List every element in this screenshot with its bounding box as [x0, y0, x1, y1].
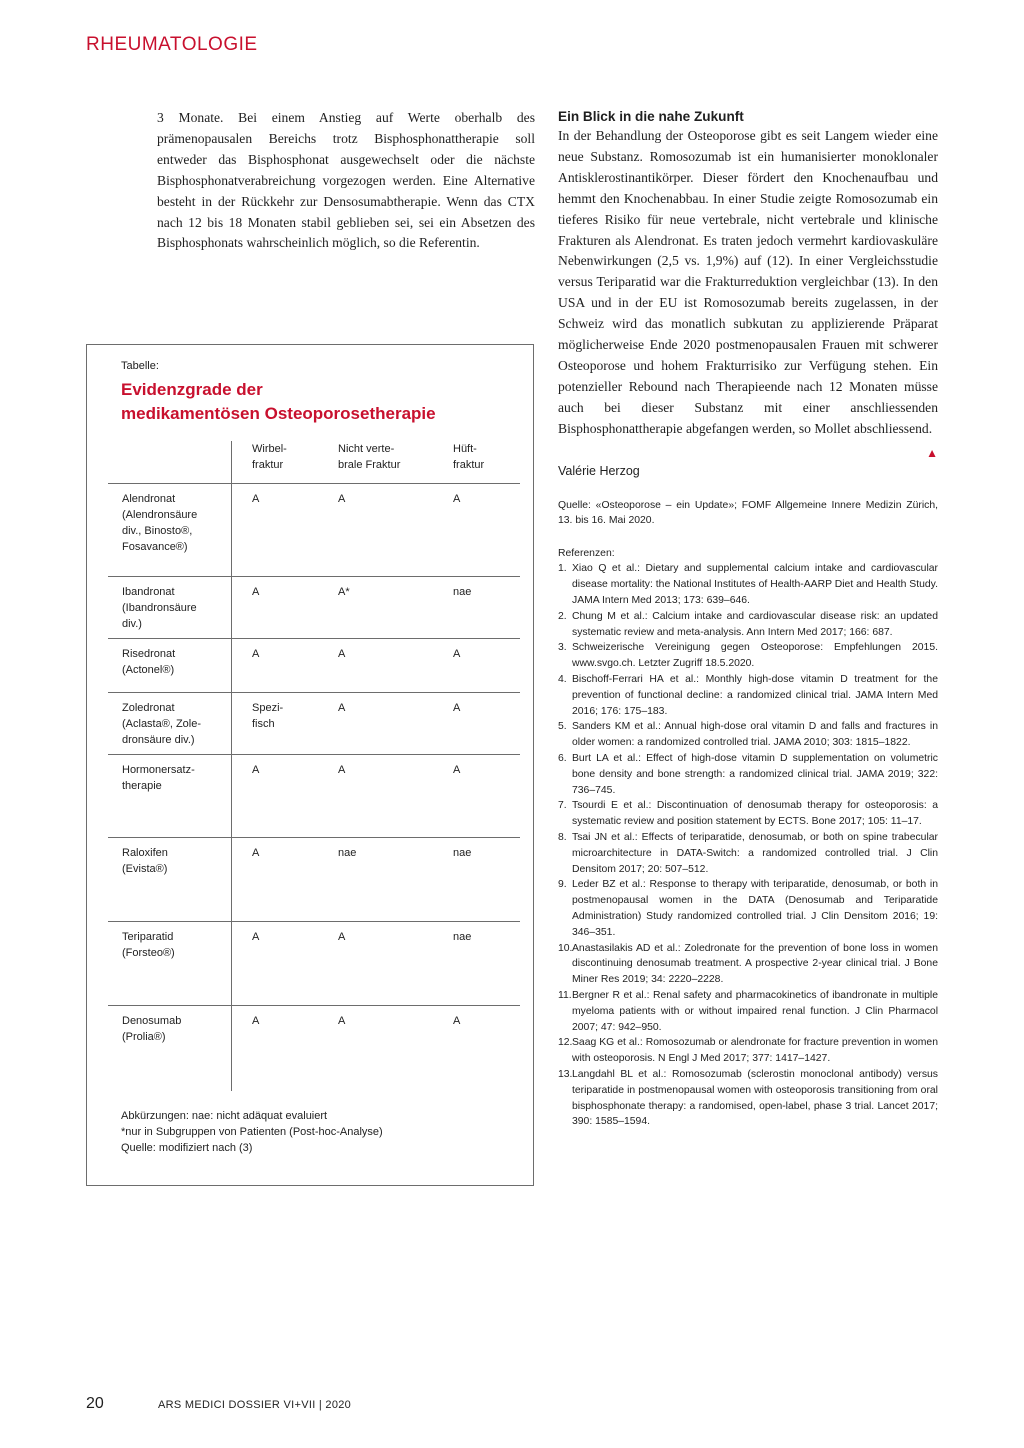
cell-drug-line: Teriparatid	[122, 931, 174, 943]
footnote-source: Quelle: modifiziert nach (3)	[121, 1142, 253, 1154]
cell-drug	[122, 700, 201, 748]
cell-nonvertebral: A	[338, 764, 346, 776]
cell-vertebral-line: fisch	[252, 718, 275, 730]
cell-drug	[122, 491, 197, 555]
reference-item	[558, 1067, 938, 1130]
reference-text: Schweizerische Vereinigung gegen Osteoporose: Empfehlungen 2015. www.svgo.ch. Letzter Zugriff 18.5.2020.	[572, 642, 938, 670]
header-nonvertebral	[338, 441, 400, 473]
cell-vertebral-line: Spezi-	[252, 702, 284, 714]
right-column	[558, 108, 938, 1130]
cell-vertebral	[252, 700, 283, 732]
cell-vertebral	[252, 929, 259, 945]
cell-drug-line: dronsäure div.)	[122, 734, 195, 746]
cell-vertebral	[252, 646, 259, 662]
reference-text: Bergner R et al.: Renal safety and pharmacokinetics of ibandronate in multiple myeloma patients with or without impaired renal function. J Clin Pharmacol 2007; 47: 942–950.	[572, 989, 938, 1033]
table-row	[108, 1005, 520, 1091]
cell-drug-line: Fosavance®)	[122, 541, 188, 553]
reference-item	[558, 672, 938, 719]
cell-drug-line: Alendronat	[122, 493, 176, 505]
cell-hip: nae	[453, 931, 472, 943]
reference-number: 12.	[558, 1037, 573, 1049]
reference-number: 8.	[558, 831, 567, 843]
cell-hip: A	[453, 648, 461, 660]
end-mark-icon: ▲	[926, 445, 938, 460]
header-hip	[453, 441, 484, 473]
subhead: Ein Blick in die nahe Zukunft	[558, 109, 744, 124]
reference-text: Burt LA et al.: Effect of high-dose vitamin D supplementation on volumetric bone density and bone strength: a randomized clinical trial. JAMA 2019; 322: 736–745.	[572, 752, 938, 796]
cell-drug-line: (Aclasta®, Zole-	[122, 718, 202, 730]
reference-text: Tsai JN et al.: Effects of teriparatide, denosumab, or both on spine trabecular microarchitecture in DATA-Switch: a randomized controlled trial. J Clin Densitom 2017; 20: 507–512.	[572, 831, 938, 875]
reference-text: Bischoff-Ferrari HA et al.: Monthly high-dose vitamin D treatment for the prevention of functional decline: a randomized clinical trial. JAMA Intern Med 2016; 176: 175–183.	[572, 673, 938, 717]
table-row	[108, 638, 520, 692]
cell-drug-line: Denosumab	[122, 1015, 182, 1027]
cell-drug-line: (Evista®)	[122, 863, 168, 875]
journal-name: ARS MEDICI DOSSIER VI+VII | 2020	[158, 1399, 352, 1411]
table-divider	[231, 577, 232, 638]
header-text: Wirbel-	[252, 443, 287, 455]
source: Quelle: «Osteoporose – ein Update»; FOMF Allgemeine Innere Medizin Zürich, 13. bis 16. Mai 2020.	[558, 499, 938, 526]
reference-number: 4.	[558, 673, 567, 685]
cell-drug-line: div.)	[122, 618, 142, 630]
reference-number: 7.	[558, 800, 567, 812]
cell-nonvertebral: A	[338, 702, 346, 714]
cell-drug	[122, 929, 175, 961]
reference-item	[558, 561, 938, 608]
reference-text: Saag KG et al.: Romosozumab or alendronate for fracture prevention in women with osteoporosis. N Engl J Med 2017; 377: 1417–1427.	[572, 1037, 938, 1065]
reference-item	[558, 640, 938, 672]
author: Valérie Herzog	[558, 463, 640, 478]
table-title-line1: Evidenzgrade der	[121, 380, 263, 399]
table-row	[108, 921, 520, 1005]
cell-drug	[122, 646, 175, 678]
cell-drug-line: (Alendronsäure	[122, 509, 198, 521]
section-title: RHEUMATOLOGIE	[86, 34, 258, 55]
cell-vertebral-line: A	[252, 493, 260, 505]
header-vertebral	[252, 441, 287, 473]
reference-number: 10.	[558, 942, 573, 954]
cell-hip: nae	[453, 586, 472, 598]
cell-drug-line: (Prolia®)	[122, 1031, 166, 1043]
reference-item	[558, 877, 938, 940]
table-divider	[231, 755, 232, 837]
cell-drug-line: (Actonel®)	[122, 664, 175, 676]
cell-hip: A	[453, 1015, 461, 1027]
cell-hip: A	[453, 764, 461, 776]
reference-number: 6.	[558, 752, 567, 764]
reference-item	[558, 988, 938, 1035]
reference-item	[558, 798, 938, 830]
cell-hip: A	[453, 493, 461, 505]
cell-nonvertebral: A	[338, 648, 346, 660]
cell-vertebral	[252, 762, 259, 778]
cell-vertebral-line: A	[252, 1015, 260, 1027]
right-paragraph-text: In der Behandlung der Osteoporose gibt es seit Langem wieder eine neue Substanz. Romosozumab ist ein humanisierter monoklonaler Antisklerostinantikörper. Dieser fördert den Knochenaufbau und hemmt den Knochenabbau. In einer Studie zeigte Romosozumab ein tieferes Risiko für neue vertebrale, nicht vertebrale und klinische Frakturen als Alendronat. Es traten jedoch vermehrt kardiovaskuläre Nebenwirkungen (2,5 vs. 1,9%) auf (12). In einer Vergleichsstudie versus Teriparatid war die Frakturreduktion vergleichbar (13). In den USA und in der EU ist Romosozumab bereits zugelassen, in der Schweiz wird das monatlich subkutan zu applizierende Präparat möglicherweise Ende 2020 postmenopausalen Frauen mit schwerer Osteoporose und hohem Frakturrisiko zur Verfügung stehen. Ein potenzieller Rebound nach Therapieende nach 12 Monaten müsse auch bei dieser Substanz mit einer anschliessenden Bisphosphonattherapie abgefangen werden, so Mollet abschliessend.	[558, 128, 938, 436]
table-footnotes	[121, 1108, 383, 1156]
cell-drug-line: therapie	[122, 780, 162, 792]
reference-text: Xiao Q et al.: Dietary and supplemental calcium intake and cardiovascular disease mortality: the National Institutes of Health-AARP Diet and Health Study. JAMA Intern Med 2013; 173: 639–646.	[572, 563, 938, 606]
reference-number: 1.	[558, 563, 567, 575]
reference-item	[558, 1035, 938, 1067]
cell-nonvertebral: A*	[338, 586, 350, 598]
cell-drug-line: Hormonersatz-	[122, 764, 195, 776]
cell-vertebral	[252, 845, 259, 861]
cell-vertebral	[252, 491, 259, 507]
left-column	[157, 108, 535, 254]
cell-nonvertebral: A	[338, 493, 346, 505]
cell-drug-line: (Forsteo®)	[122, 947, 175, 959]
table-header	[108, 441, 520, 483]
header-text: Nicht verte-	[338, 443, 395, 455]
reference-text: Anastasilakis AD et al.: Zoledronate for the prevention of bone loss in women discontinuing denosumab treatment. A prospective 2-year clinical trial. J Bone Miner Res 2019; 34: 2220–2228.	[572, 942, 938, 986]
cell-drug-line: (Ibandronsäure	[122, 602, 197, 614]
page-number: 20	[86, 1395, 104, 1412]
cell-drug	[122, 1013, 181, 1045]
reference-number: 2.	[558, 610, 567, 622]
reference-item	[558, 830, 938, 877]
table-row	[108, 692, 520, 754]
cell-vertebral-line: A	[252, 931, 260, 943]
cell-nonvertebral: A	[338, 931, 346, 943]
cell-hip: nae	[453, 847, 472, 859]
evidence-table-box	[86, 344, 534, 1186]
reference-number: 11.	[558, 989, 572, 1001]
table-divider	[231, 441, 232, 483]
cell-drug	[122, 762, 195, 794]
cell-drug-line: Ibandronat	[122, 586, 175, 598]
table-row	[108, 754, 520, 837]
reference-number: 5.	[558, 721, 567, 733]
header-text: fraktur	[453, 459, 485, 471]
left-paragraph: 3 Monate. Bei einem Anstieg auf Werte oberhalb des prämenopausalen Bereichs trotz Bisphosphonattherapie soll entweder das Bisphosphonat ausgewechselt oder die nächste Bisphosphonatverabreichung vorgezogen werden. Eine Alternative besteht in der Rückkehr zur Densosumabtherapie. Wenn das CTX nach 12 bis 18 Monaten stabil geblieben sei, sei ein Absetzen des Bisphosphonats wahrscheinlich möglich, so die Referentin.	[157, 110, 535, 251]
cell-vertebral	[252, 1013, 259, 1029]
table-divider	[231, 693, 232, 754]
reference-text: Chung M et al.: Calcium intake and cardiovascular disease risk: an updated systematic review and meta-analysis. Ann Intern Med 2017; 166: 687.	[572, 610, 938, 638]
references-list	[558, 561, 938, 1130]
cell-drug	[122, 584, 197, 632]
right-paragraph	[558, 126, 938, 460]
header-text: fraktur	[252, 459, 284, 471]
reference-number: 13.	[558, 1068, 573, 1080]
reference-item	[558, 751, 938, 798]
reference-item	[558, 719, 938, 751]
table-divider	[231, 922, 232, 1005]
table-row	[108, 837, 520, 921]
table-divider	[231, 838, 232, 921]
table-divider	[231, 484, 232, 576]
table-divider	[231, 1006, 232, 1091]
reference-item	[558, 609, 938, 641]
reference-number: 3.	[558, 642, 567, 654]
footnote-subgroup: *nur in Subgruppen von Patienten (Post-hoc-Analyse)	[121, 1126, 383, 1138]
cell-vertebral-line: A	[252, 648, 260, 660]
cell-hip: A	[453, 702, 461, 714]
cell-nonvertebral: nae	[338, 847, 357, 859]
cell-drug-line: Zoledronat	[122, 702, 175, 714]
table-divider	[231, 639, 232, 692]
reference-number: 9.	[558, 879, 567, 891]
table-label: Tabelle:	[121, 360, 159, 372]
cell-vertebral-line: A	[252, 764, 260, 776]
cell-nonvertebral: A	[338, 1015, 346, 1027]
cell-drug	[122, 845, 168, 877]
reference-text: Sanders KM et al.: Annual high-dose oral vitamin D and falls and fractures in older women: a randomized controlled trial. JAMA 2010; 303: 1815–1822.	[572, 721, 938, 749]
evidence-table	[108, 441, 520, 1091]
cell-vertebral-line: A	[252, 847, 260, 859]
cell-drug-line: Raloxifen	[122, 847, 168, 859]
cell-vertebral	[252, 584, 259, 600]
cell-drug-line: Risedronat	[122, 648, 176, 660]
cell-vertebral-line: A	[252, 586, 260, 598]
footnote-abbrev: Abkürzungen: nae: nicht adäquat evaluiert	[121, 1110, 328, 1122]
references-title: Referenzen:	[558, 548, 615, 560]
header-text: Hüft-	[453, 443, 477, 455]
reference-text: Tsourdi E et al.: Discontinuation of denosumab therapy for osteoporosis: a systematic review and position statement by ECTS. Bone 2017; 105: 11–17.	[572, 800, 938, 828]
table-row	[108, 576, 520, 638]
reference-text: Langdahl BL et al.: Romosozumab (sclerostin monoclonal antibody) versus teriparatide in postmenopausal women with osteoporosis transitioning from oral bisphosphonate therapy: a randomised, open-label, phase 3 trial. Lancet 2017; 390: 1585–1594.	[572, 1068, 938, 1128]
table-row	[108, 483, 520, 576]
cell-drug-line: div., Binosto®,	[122, 525, 193, 537]
table-title-line2: medikamentösen Osteoporosetherapie	[121, 404, 436, 423]
reference-text: Leder BZ et al.: Response to therapy with teriparatide, denosumab, or both in postmenopausal women in the DATA (Denosumab and Teriparatide Administration) Study randomized controlled trial. J Clin Densitom 2016; 19: 346–351.	[572, 879, 938, 938]
reference-item	[558, 941, 938, 988]
table-title	[121, 378, 521, 426]
header-text: brale Fraktur	[338, 459, 401, 471]
